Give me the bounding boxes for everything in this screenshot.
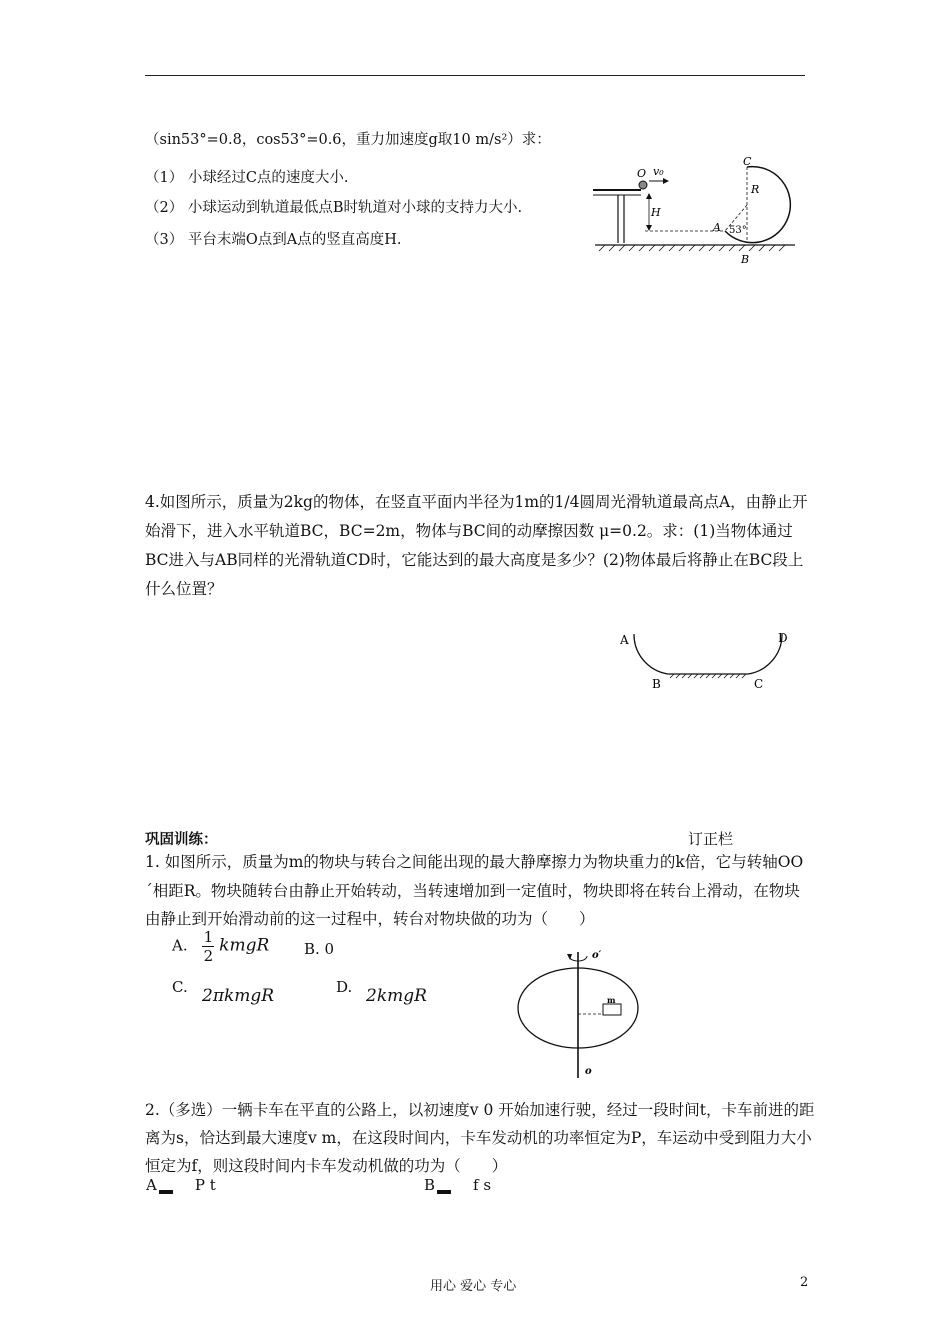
label-d: D xyxy=(778,631,788,645)
margin-note: 订正栏 xyxy=(688,830,734,848)
option-a-denominator: 2 xyxy=(203,947,214,965)
figure-platform-track xyxy=(585,155,805,267)
option-d-label[interactable]: D. xyxy=(336,978,353,996)
p2-option-b-expression: f s xyxy=(473,1176,492,1194)
section-title: 巩固训练： xyxy=(145,831,218,848)
footer-motto: 用心 爱心 专心 xyxy=(430,1279,517,1294)
question-4-text: 4.如图所示，质量为2kg的物体，在竖直平面内半径为1m的1/4圆周光滑轨道最高点A，由静止开始滑下，进入水平轨道BC，BC=2m，物体与BC间的动摩擦因数 μ=0.2。求：(1)当物体通过BC进入与AB同样的光滑轨道CD时，它能达到的最大高度是多少？(2)物体最后将静止在BC段上什么位置？ xyxy=(145,493,808,598)
label-a: A xyxy=(713,221,721,234)
page-number: 2 xyxy=(800,1275,809,1290)
option-a[interactable] xyxy=(172,928,269,965)
p2-option-a-expression: P t xyxy=(194,1176,216,1194)
option-b[interactable]: B. 0 xyxy=(304,940,335,958)
label-r: R xyxy=(751,183,760,196)
p2-option-a-label: A xyxy=(146,1176,157,1194)
option-a-label: A. xyxy=(172,936,188,955)
label-a: A xyxy=(620,633,629,647)
label-b: B xyxy=(741,253,750,266)
label-c: C xyxy=(754,677,764,691)
p2-option-b-label: B xyxy=(424,1176,436,1194)
figure-turntable xyxy=(515,942,645,1082)
problem-2-text: 2.（多选）一辆卡车在平直的公路上，以初速度v 0 开始加速行驶，经过一段时间t，卡车前进的距离为s，恰达到最大速度v m，在这段时间内，卡车发动机的功率恒定为P，车运动中受到阻力大小恒定为f，则这段时间内卡车发动机做的功为（ ） xyxy=(145,1101,815,1175)
problem-1-text: 1. 如图所示，质量为m的物块与转台之间能出现的最大静摩擦力为物块重力的k倍，它与转轴OO´相距R。物块随转台由静止开始转动，当转速增加到一定值时，物块即将在转台上滑动，在物块由静止到开始滑动前的这一过程中，转台对物块做的功为（ ） xyxy=(145,853,804,928)
p2-option-a[interactable] xyxy=(146,1176,216,1194)
option-a-numerator: 1 xyxy=(203,928,214,946)
label-v0: v₀ xyxy=(653,165,664,178)
figure-track-abcd xyxy=(612,622,802,694)
label-h: H xyxy=(651,206,661,219)
given-conditions: （sin53°=0.8，cos53°=0.6，重力加速度g取10 m/s²）求： xyxy=(145,132,551,148)
label-b: B xyxy=(652,677,661,691)
label-o: O xyxy=(637,167,647,180)
option-c-label[interactable]: C. xyxy=(172,978,188,996)
label-o: o xyxy=(585,1066,592,1077)
header-rule xyxy=(145,75,805,76)
p2-option-b[interactable] xyxy=(424,1176,491,1194)
option-a-expression: kmgR xyxy=(219,935,270,956)
question-part-3: （3） 平台末端O点到A点的竖直高度H. xyxy=(145,232,402,248)
option-d-expression: 2kmgR xyxy=(366,986,427,1006)
label-o-prime: o′ xyxy=(592,950,602,961)
label-m: m xyxy=(607,995,616,1005)
question-part-1: （1） 小球经过C点的速度大小. xyxy=(145,170,349,186)
label-angle: 53° xyxy=(729,225,747,236)
option-c-expression: 2πkmgR xyxy=(202,986,275,1006)
question-part-2: （2） 小球运动到轨道最低点B时轨道对小球的支持力大小. xyxy=(145,200,523,216)
label-c: C xyxy=(743,155,752,168)
